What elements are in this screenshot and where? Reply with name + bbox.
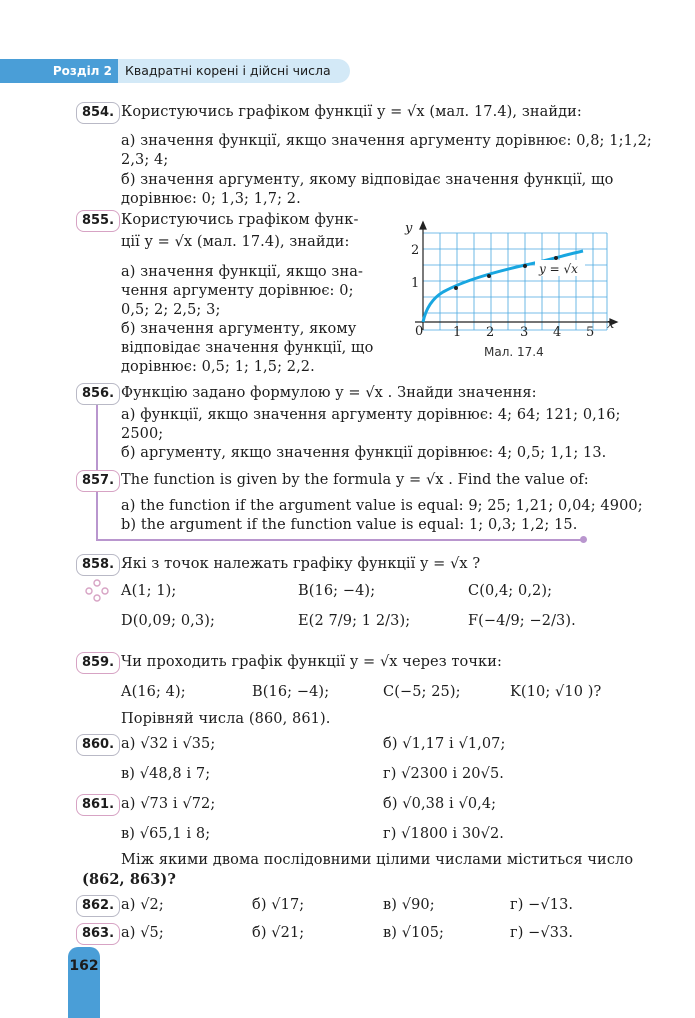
p856-line4: б) аргументу, якщо значення функції дорівнює: 4; 0,5; 1,1; 13. [121, 445, 607, 461]
p861-d: г) √1800 і 30√2. [383, 826, 504, 842]
between-intro-line1: Між якими двома послідовними цілими числами міститься число [121, 852, 634, 868]
problem-number-861: 861. [76, 794, 120, 816]
x-axis-label: x [607, 317, 615, 332]
compare-intro: Порівняй числа (860, 861). [121, 711, 331, 727]
p862-c: в) √90; [383, 897, 435, 913]
point-E: E(2 7/9; 1 2/3); [298, 613, 411, 629]
p860-c: в) √48,8 і 7; [121, 766, 211, 782]
p860-a: а) √32 і √35; [121, 736, 216, 752]
p855-line5: 0,5; 2; 2,5; 3; [121, 302, 221, 318]
group-work-icon [84, 579, 110, 603]
p859-line1: Чи проходить графік функції y = √x через точки: [121, 654, 502, 670]
section-title: Квадратні корені і дійсні числа [125, 63, 331, 78]
p855-line4: чення аргументу дорівнює: 0; [121, 283, 354, 299]
group-bracket-horizontal [96, 539, 582, 541]
p858-line1: Які з точок належать графіку функції y = √x ? [121, 556, 481, 572]
group-bracket-vertical [96, 396, 98, 540]
p863-d: г) −√33. [510, 925, 574, 941]
p863-a: а) √5; [121, 925, 164, 941]
x-tick-1: 1 [453, 325, 462, 340]
p857-line1: The function is given by the formula y = √x . Find the value of: [121, 472, 589, 488]
y-tick-2: 2 [411, 243, 420, 258]
grid [423, 233, 607, 330]
p855-line1: Користуючись графіком функ- [121, 212, 359, 228]
p854-line5: дорівнює: 0; 1,3; 1,7; 2. [121, 191, 301, 207]
problem-number-855: 855. [76, 210, 120, 232]
p857-line3: b) the argument if the function value is equal: 1; 0,3; 1,2; 15. [121, 517, 578, 533]
p863-c: в) √105; [383, 925, 445, 941]
p854-line3: 2,3; 4; [121, 152, 169, 168]
problem-number-863: 863. [76, 923, 120, 945]
p855-line2: ції y = √x (мал. 17.4), знайди: [121, 234, 350, 250]
p861-c: в) √65,1 і 8; [121, 826, 211, 842]
x-tick-3: 3 [520, 325, 529, 340]
problem-number-859: 859. [76, 652, 120, 674]
point-F: F(−4/9; −2/3). [468, 613, 576, 629]
origin-label: 0 [415, 324, 424, 339]
section-label: Розділ 2 [0, 59, 118, 83]
p859-point-C: C(−5; 25); [383, 684, 461, 700]
group-bracket-dot [580, 536, 587, 543]
p861-b: б) √0,38 і √0,4; [383, 796, 497, 812]
p854-line4: б) значення аргументу, якому відповідає значення функції, що [121, 172, 614, 188]
p859-point-B: B(16; −4); [252, 684, 330, 700]
x-tick-5: 5 [586, 325, 595, 340]
problem-number-860: 860. [76, 734, 120, 756]
p857-line2: a) the function if the argument value is equal: 9; 25; 1,21; 0,04; 4900; [121, 498, 643, 514]
p856-line3: 2500; [121, 426, 164, 442]
p854-line2: а) значення функції, якщо значення аргументу дорівнює: 0,8; 1;1,2; [121, 133, 652, 149]
p860-d: г) √2300 і 20√5. [383, 766, 504, 782]
figure-caption: Мал. 17.4 [484, 345, 544, 359]
graph-formula-label: y = √x [539, 262, 578, 276]
point-B: B(16; −4); [298, 583, 376, 599]
point-C: C(0,4; 0,2); [468, 583, 553, 599]
p861-a: а) √73 і √72; [121, 796, 216, 812]
problem-number-862: 862. [76, 895, 120, 917]
axes [415, 222, 617, 330]
p862-a: а) √2; [121, 897, 164, 913]
between-intro-line2: (862, 863)? [82, 871, 176, 888]
y-axis-label: y [405, 221, 413, 236]
p855-line8: дорівнює: 0,5; 1; 1,5; 2,2. [121, 359, 315, 375]
p855-line3: а) значення функції, якщо зна- [121, 264, 363, 280]
x-tick-2: 2 [486, 325, 495, 340]
problem-number-854: 854. [76, 102, 120, 124]
page-number: 162 [69, 958, 99, 974]
p855-line7: відповідає значення функції, що [121, 340, 374, 356]
p856-line2: а) функції, якщо значення аргументу дорівнює: 4; 64; 121; 0,16; [121, 407, 621, 423]
p859-point-A: A(16; 4); [121, 684, 186, 700]
x-tick-4: 4 [553, 325, 562, 340]
p862-b: б) √17; [252, 897, 305, 913]
problem-number-858: 858. [76, 554, 120, 576]
point-A: A(1; 1); [121, 583, 177, 599]
p854-line1: Користуючись графіком функції y = √x (мал. 17.4), знайди: [121, 104, 582, 120]
sqrt-function-graph [395, 218, 625, 343]
y-tick-1: 1 [411, 276, 420, 291]
p863-b: б) √21; [252, 925, 305, 941]
point-D: D(0,09; 0,3); [121, 613, 215, 629]
problem-number-857: 857. [76, 470, 120, 492]
p856-line1: Функцію задано формулою y = √x . Знайди значення: [121, 385, 537, 401]
p860-b: б) √1,17 і √1,07; [383, 736, 506, 752]
problem-number-856: 856. [76, 383, 120, 405]
p855-line6: б) значення аргументу, якому [121, 321, 357, 337]
p862-d: г) −√13. [510, 897, 574, 913]
p859-point-K: K(10; √10 )? [510, 684, 602, 700]
